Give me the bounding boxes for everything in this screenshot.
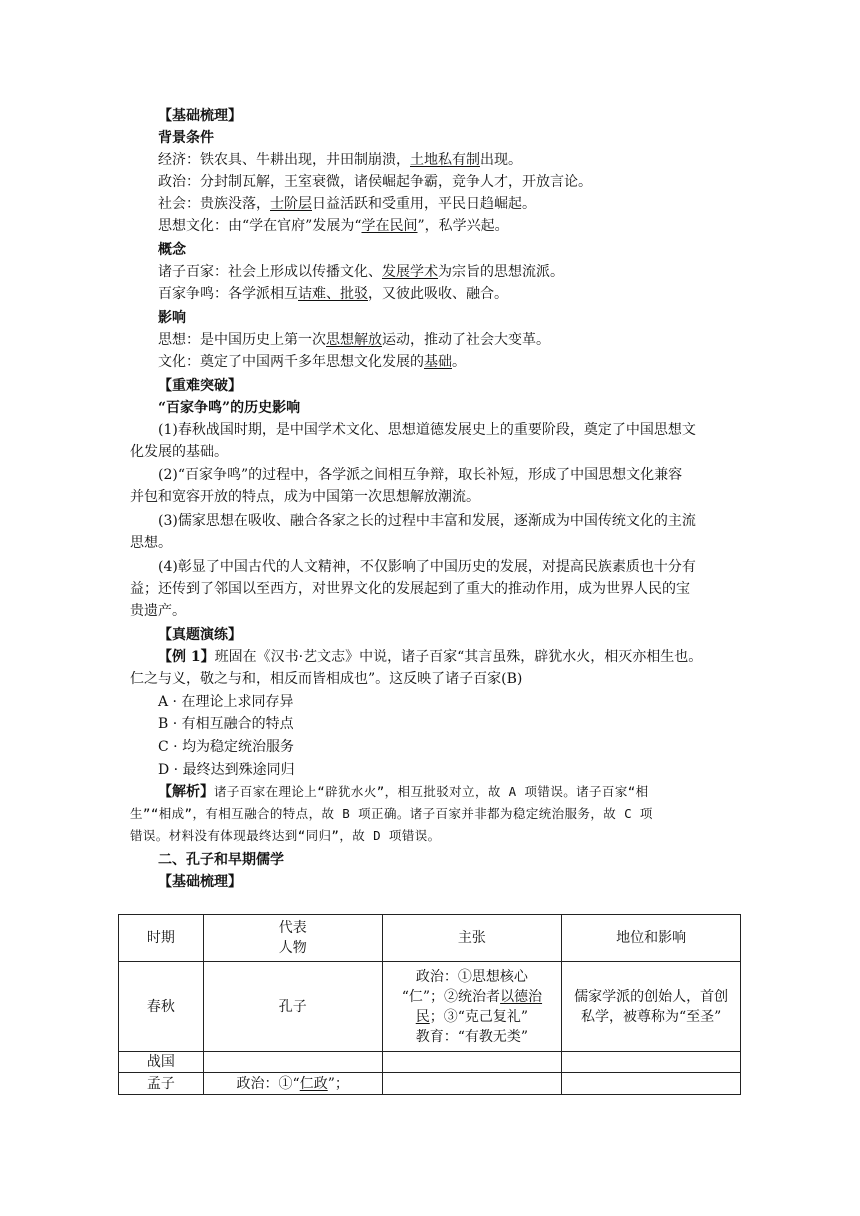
option-c: C · 均为稳定统治服务: [158, 739, 295, 755]
key-title: “百家争鸣”的历史影响: [158, 400, 301, 416]
header-status: 地位和影响: [562, 915, 741, 962]
point-2-line-2: 并包和宽容开放的特点，成为中国第一次思想解放潮流。: [130, 489, 480, 505]
point-2-line-1: (2)“百家争鸣”的过程中，各学派之间相互争辩，取长补短，形成了中国思想文化兼容: [158, 467, 683, 483]
row2-claim: [382, 1052, 562, 1073]
row3-empty-2: [562, 1073, 741, 1095]
influence-culture: 文化：奠定了中国两千多年思想文化发展的基础。: [158, 354, 466, 370]
background-society: 社会：贵族没落，士阶层日益活跃和受重用，平民日趋崛起。: [158, 196, 536, 212]
influence-thought: 思想：是中国历史上第一次思想解放运动，推动了社会大变革。: [158, 332, 550, 348]
row1-claim: 政治：①思想核心 “仁”；②统治者以德治 民；③“克己复礼” 教育：“有教无类”: [382, 962, 562, 1052]
point-1-line-2: 化发展的基础。: [130, 444, 228, 460]
background-title: 背景条件: [158, 130, 214, 146]
basics-heading-2: 【基础梳理】: [158, 874, 242, 890]
analysis-line-3: 错误。材料没有体现最终达到“同归”，故 D 项错误。: [130, 828, 441, 843]
table-header-row: [119, 915, 741, 962]
table-row: [119, 1073, 741, 1095]
analysis-line-2: 生”“相成”，有相互融合的特点，故 B 项正确。诸子百家并非都为稳定统治服务，故 C 项: [130, 806, 653, 821]
row2-status: [562, 1052, 741, 1073]
background-thought: 思想文化：由“学在官府”发展为“学在民间”，私学兴起。: [158, 218, 509, 234]
background-economy: 经济：铁农具、牛耕出现，井田制崩溃，土地私有制出现。: [158, 152, 522, 168]
point-4-line-3: 贵遗产。: [130, 603, 186, 619]
row2-period: 战国: [119, 1052, 204, 1073]
header-representative: 代表 人物: [203, 915, 382, 962]
row1-period: 春秋: [119, 962, 204, 1052]
option-a: A · 在理论上求同存异: [158, 694, 294, 710]
section-2-title: 二、孔子和早期儒学: [158, 852, 284, 868]
basics-heading: 【基础梳理】: [158, 108, 242, 124]
example-1-line-1: 【例 1】班固在《汉书·艺文志》中说，诸子百家“其言虽殊，辟犹水火，相灭亦相生也。: [158, 649, 703, 665]
concept-baijia: 百家争鸣：各学派相互诘难、批驳，又彼此吸收、融合。: [158, 286, 508, 302]
option-b: B · 有相互融合的特点: [158, 716, 294, 732]
table-row: [119, 962, 741, 1052]
influence-title: 影响: [158, 310, 186, 326]
row3-period: 孟子: [119, 1073, 204, 1095]
row1-person: 孔子: [203, 962, 382, 1052]
point-3-line-2: 思想。: [130, 535, 172, 551]
point-4-line-1: (4)彰显了中国古代的人文精神，不仅影响了中国历史的发展，对提高民族素质也十分有: [158, 559, 696, 575]
table-row: [119, 1052, 741, 1073]
analysis-line-1: 【解析】诸子百家在理论上“辟犹水火”，相互批驳对立，故 A 项错误。诸子百家“相: [158, 784, 649, 800]
header-period: 时期: [119, 915, 204, 962]
confucianism-table: [118, 914, 741, 1095]
concept-title: 概念: [158, 242, 186, 258]
row3-empty-1: [382, 1073, 562, 1095]
point-1-line-1: (1)春秋战国时期，是中国学术文化、思想道德发展史上的重要阶段，奠定了中国思想文: [158, 422, 696, 438]
point-4-line-2: 益；还传到了邻国以至西方，对世界文化的发展起到了重大的推动作用，成为世界人民的宝: [130, 581, 690, 597]
background-politics: 政治：分封制瓦解，王室衰微，诸侯崛起争霸，竞争人才，开放言论。: [158, 174, 592, 190]
example-1-line-2: 仁之与义，敬之与和，相反而皆相成也”。这反映了诸子百家(B): [130, 671, 523, 687]
point-3-line-1: (3)儒家思想在吸收、融合各家之长的过程中丰富和发展，逐渐成为中国传统文化的主流: [158, 513, 696, 529]
key-heading: 【重难突破】: [158, 378, 242, 394]
row1-status: 儒家学派的创始人，首创私学，被尊称为“至圣”: [562, 962, 741, 1052]
header-claim: 主张: [382, 915, 562, 962]
practice-heading: 【真题演练】: [158, 627, 242, 643]
row2-person: [203, 1052, 382, 1073]
row3-claim: 政治：①“仁政”；: [203, 1073, 382, 1095]
concept-zhuzi: 诸子百家：社会上形成以传播文化、发展学术为宗旨的思想流派。: [158, 264, 564, 280]
option-d: D · 最终达到殊途同归: [158, 762, 295, 778]
